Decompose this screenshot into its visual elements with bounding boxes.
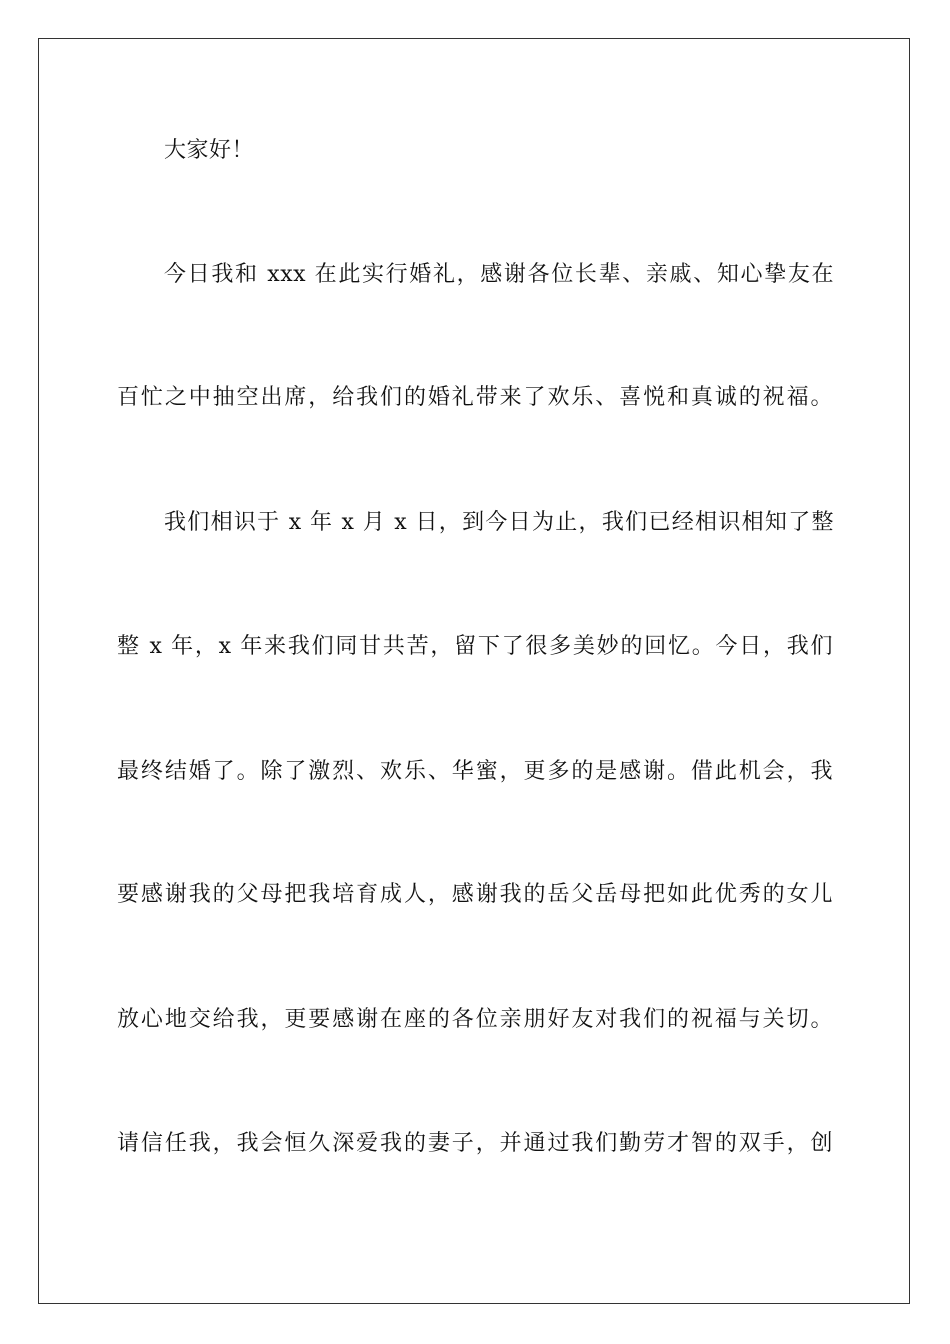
paragraph-line: 今日我和 xxx 在此实行婚礼，感谢各位长辈、亲戚、知心挚友在 [164, 262, 834, 287]
paragraph-line: 百忙之中抽空出席，给我们的婚礼带来了欢乐、喜悦和真诚的祝福。 [117, 385, 833, 410]
paragraph-line: 要感谢我的父母把我培育成人，感谢我的岳父岳母把如此优秀的女儿 [117, 882, 833, 907]
page-border [38, 38, 910, 1304]
paragraph-line: 放心地交给我，更要感谢在座的各位亲朋好友对我们的祝福与关切。 [117, 1007, 833, 1032]
greeting-line: 大家好！ [164, 138, 255, 163]
paragraph-line: 最终结婚了。除了激烈、欢乐、华蜜，更多的是感谢。借此机会，我 [117, 759, 833, 784]
paragraph-line: 整 x 年，x 年来我们同甘共苦，留下了很多美妙的回忆。今日，我们 [117, 634, 833, 659]
paragraph-line: 我们相识于 x 年 x 月 x 日，到今日为止，我们已经相识相知了整 [164, 510, 834, 535]
paragraph-line: 请信任我，我会恒久深爱我的妻子，并通过我们勤劳才智的双手，创 [117, 1131, 833, 1156]
